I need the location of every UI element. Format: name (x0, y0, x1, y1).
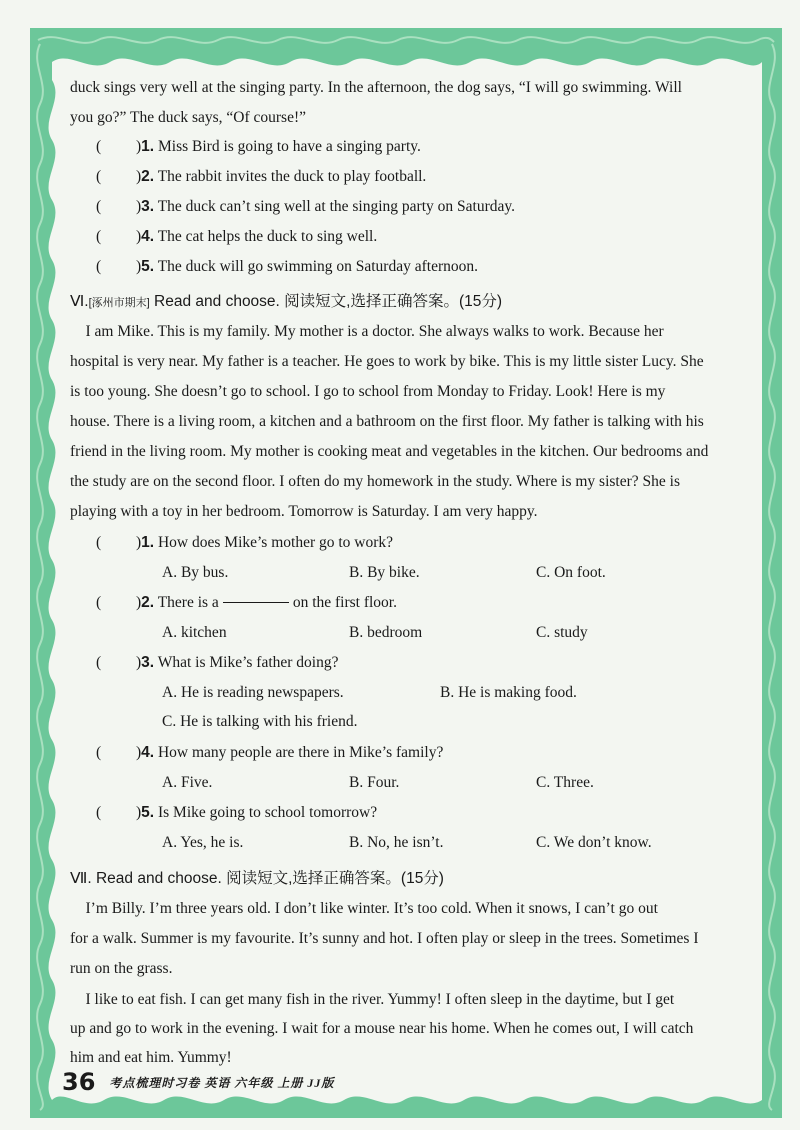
sec5-item-5: ( )5. The duck will go swimming on Saturday afternoon. (96, 252, 478, 282)
option-c[interactable]: C. On foot. (536, 564, 606, 581)
option-c[interactable]: C. He is talking with his friend. (162, 713, 358, 730)
sec7-passage-line: him and eat him. Yummy! (70, 1049, 232, 1066)
sec7-passage-line: I’m Billy. I’m three years old. I don’t like winter. It’s too cold. When it snows, I can’t go out (70, 900, 658, 917)
sec5-item-4: ( )4. The cat helps the duck to sing well. (96, 222, 377, 252)
sec5-item-2: ( )2. The rabbit invites the duck to play football. (96, 162, 426, 192)
page-footer (62, 1068, 334, 1098)
answer-bracket[interactable]: ( (96, 744, 102, 761)
sec6-passage-line: hospital is very near. My father is a teacher. He goes to work by bike. This is my little sister Lucy. She (70, 353, 704, 370)
option-a[interactable]: A. By bus. (162, 564, 229, 581)
sec7-passage-line: up and go to work in the evening. I wait for a mouse near his home. When he comes out, I will catch (70, 1020, 694, 1037)
option-c[interactable]: C. We don’t know. (536, 834, 652, 851)
sec6-passage-line: is too young. She doesn’t go to school. I go to school from Monday to Friday. Look! Here is my (70, 383, 666, 400)
answer-bracket[interactable]: ( (96, 198, 102, 215)
sec6-passage-line: house. There is a living room, a kitchen and a bathroom on the first floor. My father is talking with his (70, 413, 704, 430)
sec6-question-3: ( )3. What is Mike’s father doing? (96, 648, 339, 678)
answer-bracket[interactable]: ( (96, 594, 102, 611)
sec6-passage-line: the study are on the second floor. I often do my homework in the study. Where is my sister? She is (70, 473, 680, 490)
section-numeral: Ⅵ. (70, 293, 89, 310)
book-title: 考点梳理时习卷 英语 六年级 上册 JJ版 (109, 1075, 335, 1090)
sec7-passage-line: I like to eat fish. I can get many fish in the river. Yummy! I often sleep in the daytime, but I get (70, 991, 675, 1008)
option-a[interactable]: A. Yes, he is. (162, 834, 244, 851)
sec6-question-1: ( )1. How does Mike’s mother go to work? (96, 528, 393, 558)
sec5-item-1: ( )1. Miss Bird is going to have a singing party. (96, 132, 421, 162)
option-c[interactable]: C. Three. (536, 774, 594, 791)
option-b[interactable]: B. bedroom (349, 624, 423, 641)
intro-line-1: duck sings very well at the singing party. In the afternoon, the dog says, “I will go swimming. Will (70, 79, 682, 96)
answer-bracket[interactable]: ( (96, 534, 102, 551)
section-numeral: Ⅶ. (70, 870, 92, 887)
answer-bracket[interactable]: ( (96, 258, 102, 275)
intro-line-2: you go?” The duck says, “Of course!” (70, 109, 307, 126)
sec7-passage-line: for a walk. Summer is my favourite. It’s sunny and hot. I often play or sleep in the trees. Sometimes I (70, 930, 699, 947)
page-number: 36 (62, 1068, 96, 1096)
sec6-question-2: ( )2. There is a on the first floor. (96, 588, 397, 618)
option-b[interactable]: B. Four. (349, 774, 400, 791)
answer-bracket[interactable]: ( (96, 228, 102, 245)
answer-bracket[interactable]: ( (96, 804, 102, 821)
fill-in-blank[interactable] (223, 602, 289, 603)
option-b[interactable]: B. He is making food. (440, 684, 577, 701)
sec6-passage-line: I am Mike. This is my family. My mother is a doctor. She always walks to work. Because her (70, 323, 664, 340)
section-7-heading: Ⅶ. Read and choose. 阅读短文,选择正确答案。(15分) (70, 870, 444, 887)
source-tag: [涿州市期末] (88, 297, 150, 309)
sec6-passage-line: friend in the living room. My mother is cooking meat and vegetables in the kitchen. Our bedrooms and (70, 443, 709, 460)
option-b[interactable]: B. By bike. (349, 564, 420, 581)
answer-bracket[interactable]: ( (96, 168, 102, 185)
option-a[interactable]: A. He is reading newspapers. (162, 684, 344, 701)
option-a[interactable]: A. Five. (162, 774, 213, 791)
option-c[interactable]: C. study (536, 624, 588, 641)
option-b[interactable]: B. No, he isn’t. (349, 834, 444, 851)
option-a[interactable]: A. kitchen (162, 624, 227, 641)
answer-bracket[interactable]: ( (96, 138, 102, 155)
sec5-item-3: ( )3. The duck can’t sing well at the singing party on Saturday. (96, 192, 515, 222)
sec6-question-4: ( )4. How many people are there in Mike’s family? (96, 738, 443, 768)
section-6-heading: Ⅵ.[涿州市期末] Read and choose. 阅读短文,选择正确答案。(15分) (70, 293, 503, 310)
answer-bracket[interactable]: ( (96, 654, 102, 671)
sec6-passage-line: playing with a toy in her bedroom. Tomorrow is Saturday. I am very happy. (70, 503, 538, 520)
sec6-question-5: ( )5. Is Mike going to school tomorrow? (96, 798, 377, 828)
sec7-passage-line: run on the grass. (70, 960, 173, 977)
